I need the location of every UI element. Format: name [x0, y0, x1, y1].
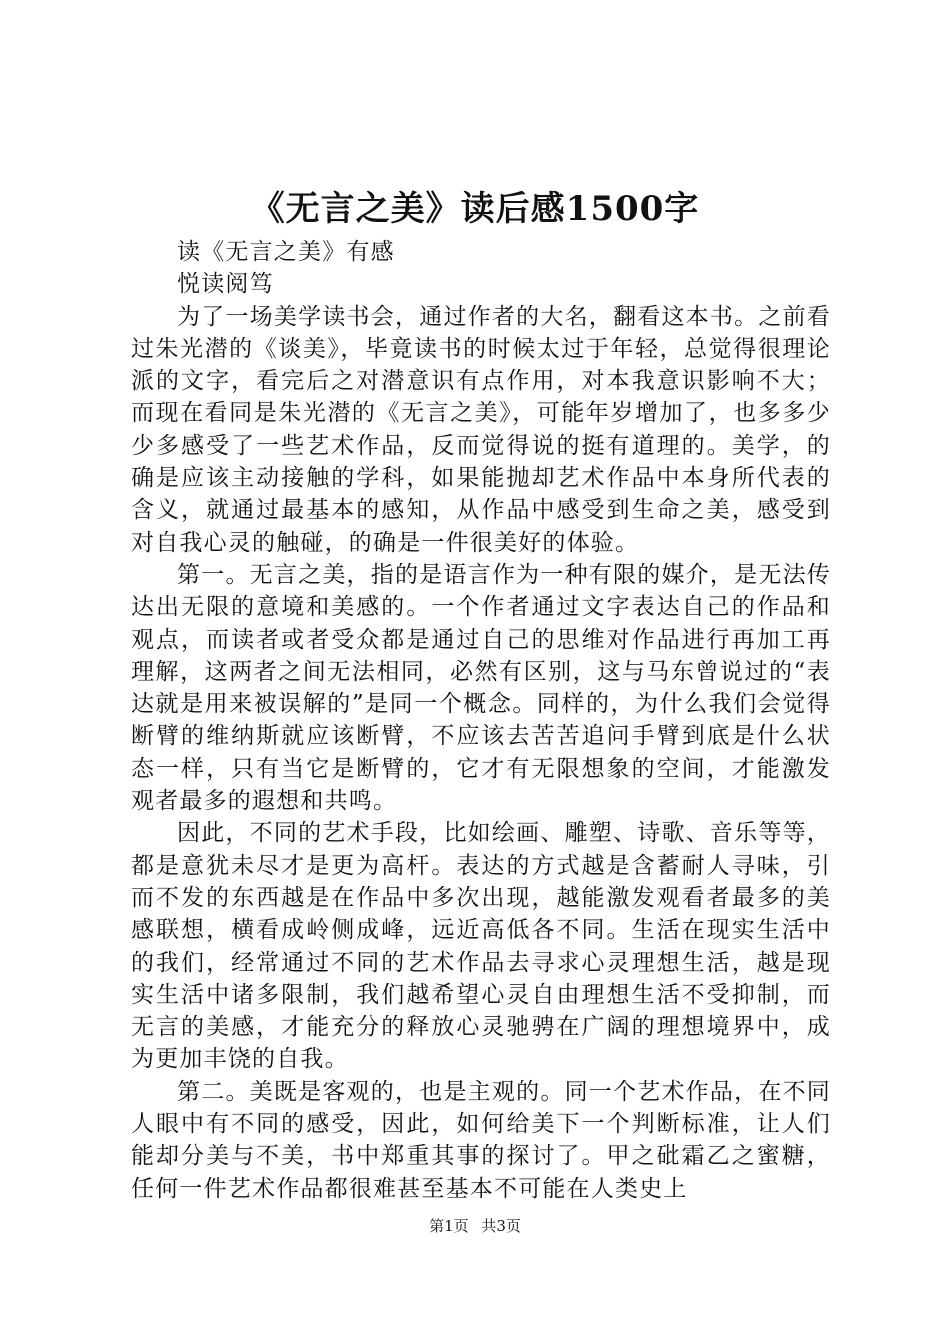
paragraph: 为了一场美学读书会，通过作者的大名，翻看这本书。之前看过朱光潜的《谈美》，毕竟读书的时候太过于年轻，总觉得很理论派的文字，看完后之对潜意识有点作用，对本我意识影响不大；而现在看同是朱光潜的《无言之美》，可能年岁增加了，也多多少少多感受了一些艺术作品，反而觉得说的挺有道理的。美学，的确是应该主动接触的学科，如果能抛却艺术作品中本身所代表的含义，就通过最基本的感知，从作品中感受到生命之美，感受到对自我心灵的触碰，的确是一件很美好的体验。 — [131, 303, 831, 556]
paragraph: 第二。美既是客观的，也是主观的。同一个艺术作品，在不同人眼中有不同的感受，因此，如何给美下一个判断标准，让人们能却分美与不美，书中郑重其事的探讨了。甲之砒霜乙之蜜糖，任何一件艺术作品都很难甚至基本不可能在人类史上 — [131, 1078, 831, 1202]
subtitle-line: 读《无言之美》有感 — [177, 239, 395, 265]
document-body — [131, 236, 831, 1205]
page-footer — [0, 1216, 950, 1236]
document-title: 《无言之美》读后感1500字 — [250, 189, 700, 229]
page-number: 第1页 — [429, 1217, 469, 1235]
paragraph: 因此，不同的艺术手段，比如绘画、雕塑、诗歌、音乐等等，都是意犹未尽才是更为高杆。表达的方式越是含蓄耐人寻味，引而不发的东西越是在作品中多次出现，越能激发观看者最多的美感联想，横看成岭侧成峰，远近高低各不同。生活在现实生活中的我们，经常通过不同的艺术作品去寻求心灵理想生活，越是现实生活中诸多限制，我们越希望心灵自由理想生活不受抑制，而无言的美感，才能充分的释放心灵驰骋在广阔的理想境界中，成为更加丰饶的自我。 — [131, 820, 831, 1073]
page-total: 共3页 — [481, 1217, 521, 1235]
author-line: 悦读阅笃 — [177, 271, 274, 298]
paragraph: 第一。无言之美，指的是语言作为一种有限的媒介，是无法传达出无限的意境和美感的。一个作者通过文字表达自己的作品和观点，而读者或者受众都是通过自己的思维对作品进行再加工再理解，这两者之间无法相同，必然有区别，这与马东曾说过的“表达就是用来被误解的”是同一个概念。同样的，为什么我们会觉得断臂的维纳斯就应该断臂，不应该去苦苦追问手臂到底是什么状态一样，只有当它是断臂的，它才有无限想象的空间，才能激发观者最多的遐想和共鸣。 — [131, 561, 831, 815]
